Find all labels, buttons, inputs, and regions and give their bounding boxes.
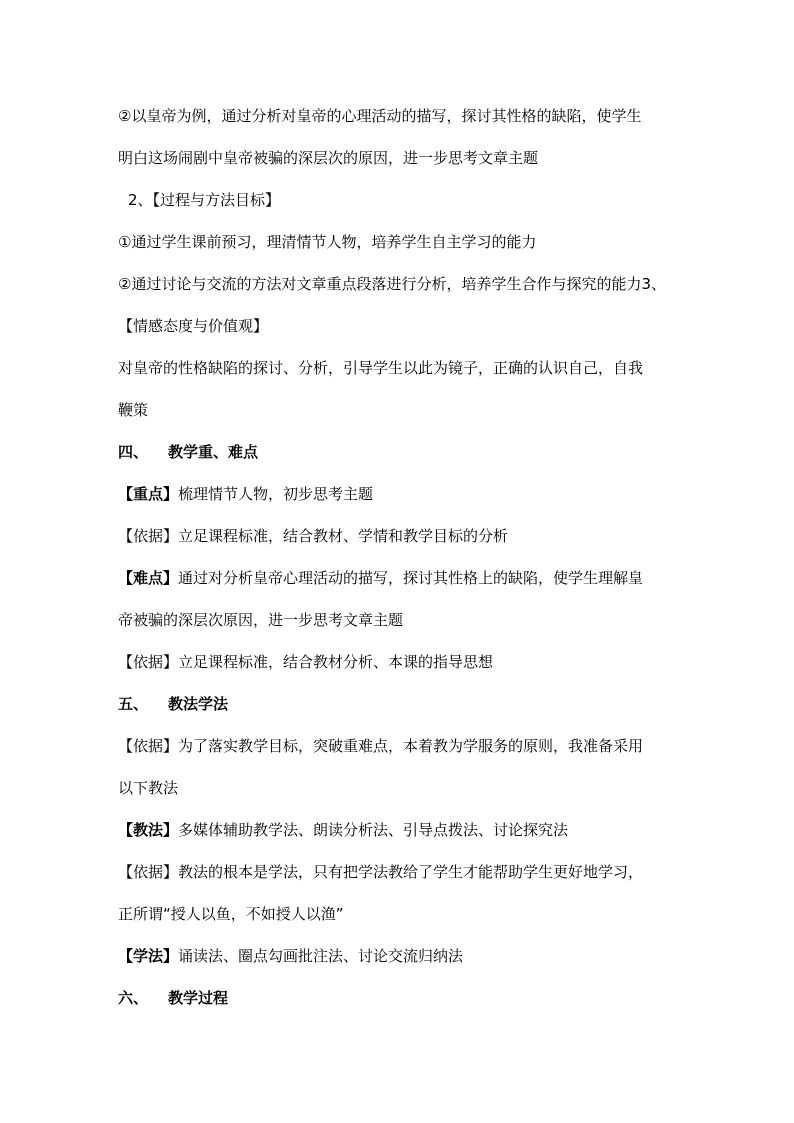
- section-title: 教学过程: [168, 989, 229, 1007]
- paragraph-line: 明白这场闹剧中皇帝被骗的深层次的原因，进一步思考文章主题: [118, 149, 539, 167]
- paragraph-line: 鞭策: [118, 401, 149, 419]
- key-point-text: 梳理情节人物，初步思考主题: [178, 485, 374, 503]
- learning-method-line: [118, 946, 463, 966]
- teaching-method-line: [118, 820, 568, 840]
- basis-line: 【依据】为了落实教学目标，突破重难点，本着教为学服务的原则，我准备采用: [118, 737, 644, 755]
- teaching-method-text: 多媒体辅助教学法、朗读分析法、引导点拨法、讨论探究法: [178, 821, 569, 839]
- difficult-point-text: 通过对分析皇帝心理活动的描写，探讨其性格上的缺陷，使学生理解皇: [178, 569, 644, 587]
- difficult-point-label: 【难点】: [118, 569, 179, 587]
- section-number: 四、: [118, 443, 149, 461]
- section-title: 教学重、难点: [168, 443, 259, 461]
- section-heading-key-difficult-points: [118, 442, 258, 462]
- paragraph-line: ②以皇帝为例，通过分析对皇帝的心理活动的描写，探讨其性格的缺陷，使学生: [118, 107, 642, 125]
- paragraph-line: 对皇帝的性格缺陷的探讨、分析，引导学生以此为镜子，正确的认识自己，自我: [118, 359, 644, 377]
- paragraph-line: ②通过讨论与交流的方法对文章重点段落进行分析，培养学生合作与探究的能力3、: [118, 275, 666, 293]
- difficult-point-line: [118, 568, 643, 588]
- section-number: 五、: [118, 695, 149, 713]
- key-point-label: 【重点】: [118, 485, 179, 503]
- basis-line: 【依据】立足课程标准，结合教材分析、本课的指导思想: [118, 653, 494, 671]
- paragraph-line: 正所谓“授人以鱼，不如授人以渔”: [118, 905, 344, 923]
- paragraph-line: 以下教法: [118, 779, 179, 797]
- learning-method-label: 【学法】: [118, 947, 179, 965]
- basis-line: 【依据】教法的根本是学法，只有把学法教给了学生才能帮助学生更好地学习，: [118, 863, 644, 881]
- teaching-method-label: 【教法】: [118, 821, 179, 839]
- section-title: 教法学法: [168, 695, 229, 713]
- paragraph-line: 帝被骗的深层次原因，进一步思考文章主题: [118, 611, 404, 629]
- section-heading-teaching-learning-methods: [118, 694, 228, 714]
- learning-method-text: 诵读法、圈点勾画批注法、讨论交流归纳法: [178, 947, 464, 965]
- paragraph-line: ①通过学生课前预习，理清情节人物，培养学生自主学习的能力: [118, 233, 537, 251]
- basis-line: 【依据】立足课程标准，结合教材、学情和教学目标的分析: [118, 527, 509, 545]
- section-heading-teaching-process: [118, 988, 228, 1008]
- section-number: 六、: [118, 989, 149, 1007]
- subsection-heading-emotion-values: 【情感态度与价值观】: [118, 317, 269, 335]
- key-point-line: [118, 484, 373, 504]
- subsection-heading-process-method: 2、【过程与方法目标】: [128, 191, 281, 209]
